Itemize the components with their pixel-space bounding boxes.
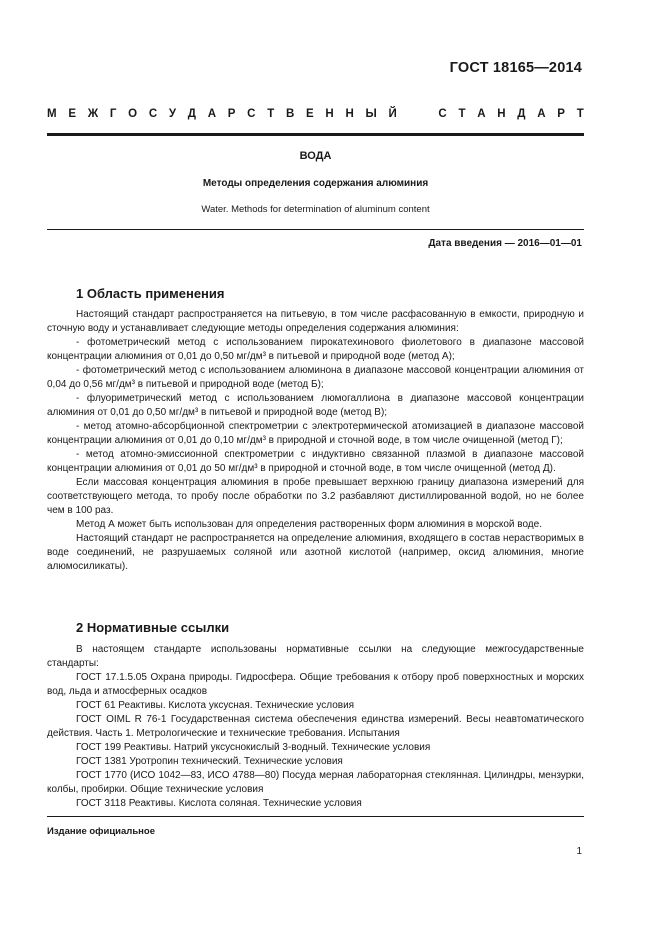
interstate-standard-banner [47,108,584,120]
title-divider [47,229,584,230]
paragraph: Метод А может быть использован для определения растворенных форм алюминия в морской воде. [76,519,542,530]
paragraph: Если массовая концентрация алюминия в пробе превышает верхнюю границу диапазона измерений для соответствующего метода, то пробу после обработки по 3.2 разбавляют дистиллированной водой, но не более чем в 100 раз. [47,477,584,516]
standard-code: ГОСТ 18165—2014 [449,60,582,76]
header-divider [47,133,584,136]
banner-letter: А [207,108,217,120]
section-2-body [47,643,584,811]
paragraph: ГОСТ 1381 Уротропин технический. Технические условия [76,756,343,767]
banner-letter: Т [267,108,275,120]
banner-letter: Р [557,108,565,120]
paragraph: - метод атомно-абсорбционной спектрометрии с электротермической атомизацией в диапазоне массовой концентрации алюминия от 0,01 до 0,10 мг/дм³ в природной и сточной воде, в том числе очищенной (метод Г); [47,421,584,446]
official-edition-label: Издание официальное [47,826,155,837]
paragraph: ГОСТ 3118 Реактивы. Кислота соляная. Технические условия [76,798,362,809]
banner-letter: Д [187,108,196,120]
english-title: Water. Methods for determination of aluminum content [201,204,430,215]
banner-letter: О [128,108,138,120]
paragraph: ГОСТ 199 Реактивы. Натрий уксуснокислый 3-водный. Технические условия [76,742,431,753]
section-1-body [47,308,584,574]
banner-letter: М [47,108,57,120]
document-subtitle: Методы определения содержания алюминия [202,178,429,189]
banner-letter [423,108,426,120]
paragraph: - фотометрический метод с использованием алюминона в диапазоне массовой концентрации алюминия от 0,04 до 0,56 мг/дм³ в питьевой и природной воде (метод Б); [47,365,584,390]
banner-letter: Н [345,108,354,120]
paragraph: Настоящий стандарт не распространяется на определение алюминия, входящего в состав нерастворимых в воде соединений, не разрушаемых соляной или азотной кислотой (например, оксид алюминия, многие алюмосиликаты). [47,533,584,572]
banner-letter: У [168,108,177,120]
banner-letter: Д [517,108,526,120]
paragraph: - флуориметрический метод с использованием люмогаллиона в диапазоне массовой концентрации алюминия от 0,01 до 0,50 мг/дм³ в питьевой и природной воде (метод В); [47,393,584,418]
section-2-heading: 2 Нормативные ссылки [76,620,230,635]
banner-letter: С [438,108,447,120]
paragraph: ГОСТ 17.1.5.05 Охрана природы. Гидросфера. Общие требования к отбору проб поверхностных и морских вод, льда и атмосферных осадков [47,672,584,697]
banner-letter: Н [325,108,334,120]
banner-letter: Ы [365,108,377,120]
banner-letter: Т [576,108,584,120]
paragraph: ГОСТ 61 Реактивы. Кислота уксусная. Технические условия [76,700,355,711]
banner-letter [409,108,412,120]
paragraph: - фотометрический метод с использованием пирокатехинового фиолетового в диапазоне массовой концентрации алюминия от 0,01 до 0,50 мг/дм³ в питьевой и природной воде (метод А); [47,337,584,362]
banner-letter: С [148,108,158,120]
paragraph: - метод атомно-эмиссионной спектрометрии с индуктивно связанной плазмой в диапазоне массовой концентрации алюминия от 0,01 до 50 мг/дм³ в природной и сточной воде, в том числе очищенной (метод Д). [47,449,584,474]
banner-letter: Н [497,108,506,120]
paragraph: В настоящем стандарте использованы нормативные ссылки на следующие межгосударственные стандарты: [47,644,584,669]
paragraph: ГОСТ OIML R 76-1 Государственная система обеспечения единства измерений. Весы неавтоматического действия. Часть 1. Метрологические и технические требования. Испытания [47,714,584,739]
banner-letter: Р [227,108,236,120]
banner-letter: Ж [87,108,99,120]
footer-divider [47,816,584,817]
banner-letter: С [247,108,256,120]
banner-letter: А [537,108,546,120]
document-title: ВОДА [299,150,332,162]
banner-letter: Г [109,108,117,120]
banner-letter: Е [306,108,314,120]
banner-letter: А [477,108,486,120]
paragraph: ГОСТ 1770 (ИСО 1042—83, ИСО 4788—80) Посуда мерная лабораторная стеклянная. Цилиндры, мензурки, колбы, пробирки. Общие технические условия [47,770,584,795]
banner-letter: Е [68,108,76,120]
section-1-heading: 1 Область применения [76,286,225,301]
banner-letter: В [285,108,295,120]
paragraph: Настоящий стандарт распространяется на питьевую, в том числе расфасованную в емкости, природную и сточную воду и устанавливает следующие методы определения содержания алюминия: [47,309,584,334]
banner-letter: Й [388,108,397,120]
introduction-date: Дата введения — 2016—01—01 [428,238,582,249]
banner-letter: Т [458,108,466,120]
page-number: 1 [576,846,582,857]
